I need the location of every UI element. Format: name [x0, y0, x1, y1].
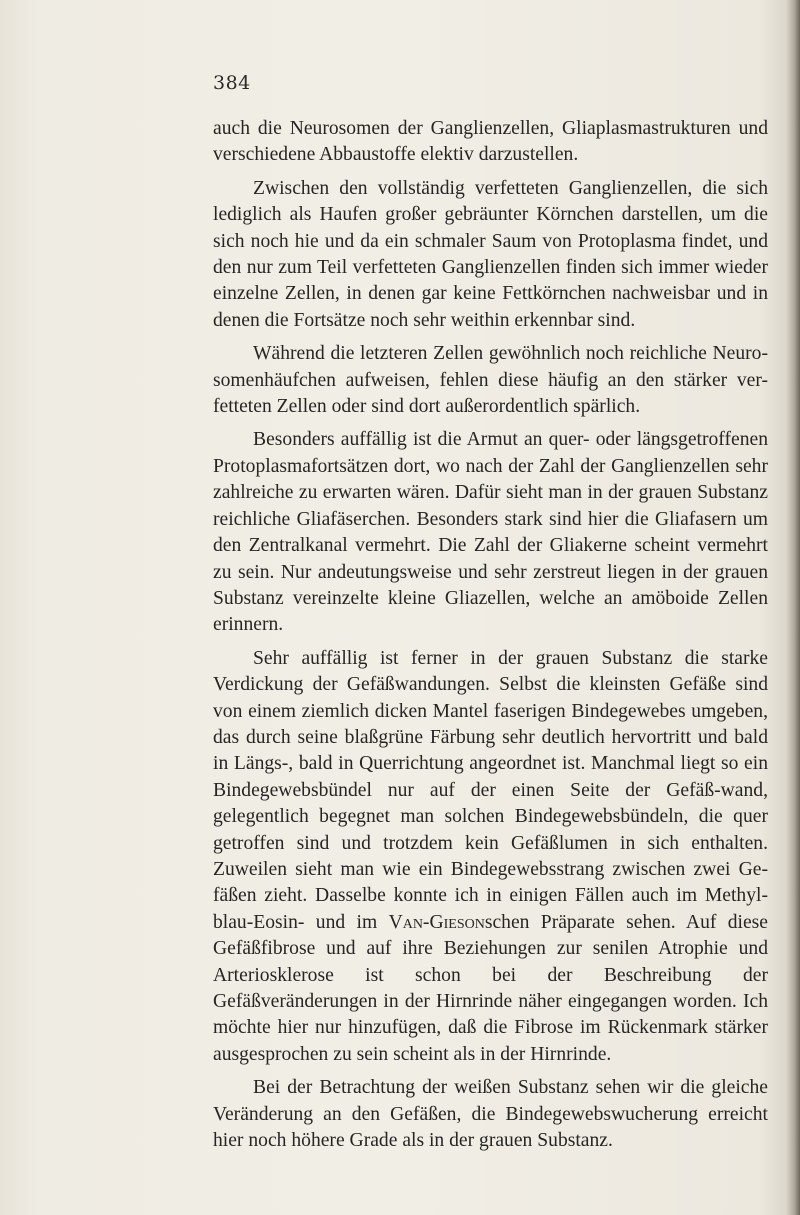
paragraph-5 — [213, 646, 768, 1069]
paragraph-3: Während die letzteren Zellen gewöhnlich noch reichliche Neuro-somenhäufchen aufweisen, fehlen diese häufig an den stärker ver-fetteten Zellen oder sind dort außerordentlich spärlich. — [213, 343, 768, 418]
body-text — [213, 116, 768, 1154]
author-name-small-caps: Van-Gieson — [388, 911, 485, 933]
paragraph-5-part-1: Sehr auffällig ist ferner in der grauen Substanz die starke Verdickung der Gefäßwandungen. Selbst die kleinsten Gefäße sind von einem ziemlich dicken Mantel faserigen Bindegewebes umgeben, das durch seine blaßgrüne Färbung sehr deutlich hervortritt und bald in Längs-, bald in Querrichtung angeordnet ist. Manchmal liegt so ein Bindegewebsbündel nur auf der einen Seite der Gefäß-wand, gelegentlich begegnet man solchen Bindegewebsbündeln, die quer getroffen sind und trotzdem kein Gefäßlumen in sich enthalten. Zuweilen sieht man wie ein Bindegewebsstrang zwischen zwei Ge-fäßen zieht. Dasselbe konnte ich in einigen Fällen auch im Methyl-blau-Eosin- und im — [213, 647, 768, 933]
paragraph-6: Bei der Betrachtung der weißen Substanz sehen wir die gleiche Veränderung an den Gefäßen, die Bindegewebswucherung erreicht hier noch höhere Grade als in der grauen Substanz. — [213, 1077, 768, 1152]
paragraph-2: Zwischen den vollständig verfetteten Ganglienzellen, die sich lediglich als Haufen großer gebräunter Körnchen darstellen, um die sich noch hie und da ein schmaler Saum von Protoplasma findet, und den nur zum Teil verfetteten Ganglienzellen finden sich immer wieder einzelne Zellen, in denen gar keine Fettkörnchen nachweisbar und in denen die Fortsätze noch sehr weithin erkennbar sind. — [213, 177, 768, 331]
page-number: 384 — [213, 72, 251, 94]
page-edge-shadow — [786, 0, 800, 1215]
paragraph-5-part-2: schen Präparate sehen. Auf diese Gefäßfibrose und auf ihre Beziehungen zur senilen Atrophie und Arteriosklerose ist schon bei der Beschreibung der Gefäßveränderungen in der Hirnrinde näher eingegangen worden. Ich möchte hier nur hinzufügen, daß die Fibrose im Rückenmark stärker ausgesprochen zu sein scheint als in der Hirnrinde. — [213, 911, 769, 1065]
paragraph-1: auch die Neurosomen der Ganglienzellen, Gliaplasmastrukturen und verschiedene Abbaustoffe elektiv darzustellen. — [213, 118, 768, 166]
paragraph-4: Besonders auffällig ist die Armut an quer- oder längsgetroffenen Protoplasmafortsätzen dort, wo nach der Zahl der Ganglienzellen sehr zahlreiche zu erwarten wären. Dafür sieht man in der grauen Substanz reichliche Gliafäserchen. Besonders stark sind hier die Gliafasern um den Zentralkanal vermehrt. Die Zahl der Gliakerne scheint vermehrt zu sein. Nur andeutungsweise und sehr zerstreut liegen in der grauen Substanz vereinzelte kleine Gliazellen, welche an amöboide Zellen erinnern. — [213, 429, 768, 636]
